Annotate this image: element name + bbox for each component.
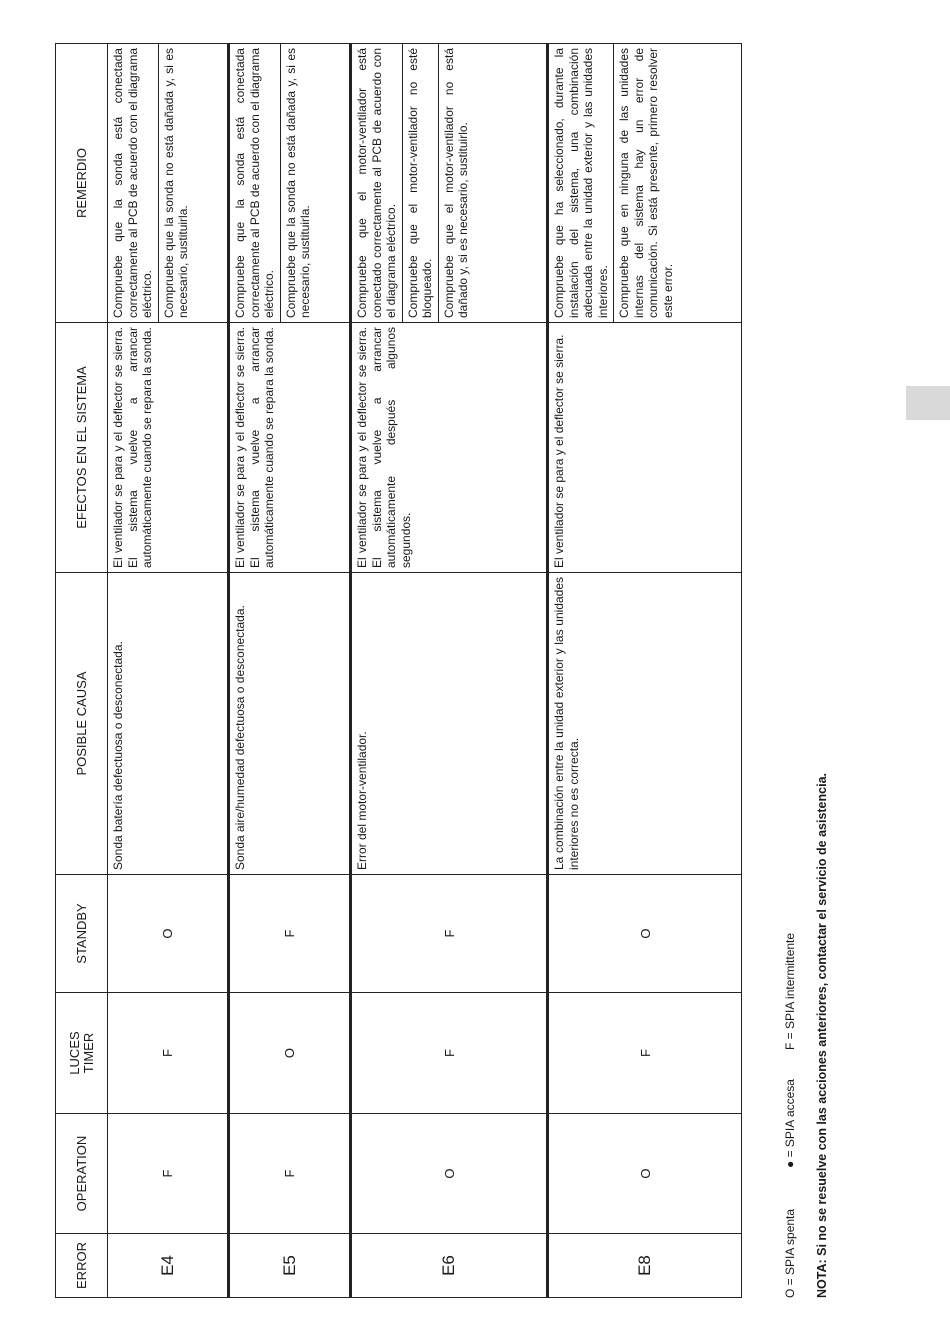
standby-led: F <box>229 875 351 993</box>
header-remedy: REMERDIO <box>56 44 108 323</box>
cause-cell: Error del motor-ventilador. <box>351 573 548 875</box>
table-row <box>351 44 548 1298</box>
header-luces: LUCES <box>66 1031 82 1075</box>
side-tab-marker <box>906 386 950 420</box>
header-effects: EFECTOS EN EL SISTEMA <box>56 323 108 573</box>
remedy-item: Compruebe que el motor-ventilador está conectado correctamente al PCB de acuerdo con el diagrama eléctrico. <box>355 48 398 318</box>
effects-cell: El ventilador se para y el deflector se sierra. El sistema vuelve a arrancar automáticamente cuando se repara la sonda. <box>229 323 351 573</box>
timer-led: O <box>229 993 351 1114</box>
standby-led: F <box>351 875 548 993</box>
error-code: E6 <box>351 1234 548 1298</box>
error-table <box>55 43 742 1298</box>
operation-led: O <box>548 1114 742 1234</box>
legend-off: O = SPIA spenta <box>783 1208 797 1298</box>
effects-cell: El ventilador se para y el deflector se sierra. El sistema vuelve a arrancar automáticamente cuando se repara la sonda. <box>108 323 229 573</box>
remedy-item: Compruebe que el motor-ventilador no esté bloqueado. <box>402 44 438 322</box>
table-header-row <box>56 44 108 1298</box>
header-operation: OPERATION <box>56 1114 108 1234</box>
timer-led: F <box>108 993 229 1114</box>
header-error: ERROR <box>56 1234 108 1298</box>
remedy-cell <box>548 44 742 323</box>
remedy-item: Compruebe que la sonda no está dañada y, si es necesario, sustituirla. <box>158 44 194 322</box>
remedy-cell <box>351 44 548 323</box>
remedy-cell <box>229 44 351 323</box>
standby-led: O <box>548 875 742 993</box>
remedy-item: Compruebe que el motor-ventilador no está dañado y, si es necesario, sustituirlo. <box>438 44 474 322</box>
remedy-cell <box>108 44 229 323</box>
table-row <box>548 44 742 1298</box>
legend-on: ● = SPIA accesa <box>783 1079 797 1168</box>
effects-cell: El ventilador se para y el deflector se sierra. El sistema vuelve a arrancar automáticamente después algunos segundos. <box>351 323 548 573</box>
table-row <box>108 44 229 1298</box>
error-code: E4 <box>108 1234 229 1298</box>
cause-cell: La combinación entre la unidad exterior y las unidades interiores no es correcta. <box>548 573 742 875</box>
error-code: E8 <box>548 1234 742 1298</box>
assistance-note: NOTA: Si no se resuelve con las acciones anteriores, contactar el servicio de asistencia. <box>815 773 829 1298</box>
cause-cell: Sonda aire/humedad defectuosa o desconectada. <box>229 573 351 875</box>
remedy-item: Compruebe que la sonda está conectada correctamente al PCB de acuerdo con el diagrama eléctrico. <box>233 48 276 318</box>
operation-led: F <box>229 1114 351 1234</box>
remedy-item: Compruebe que ha seleccionado, durante la instalación del sistema, una combinación adecuada entre la unidad exterior y las unidades interiores. <box>552 48 610 318</box>
error-code: E5 <box>229 1234 351 1298</box>
legend-blink: F = SPIA intermittente <box>783 932 797 1050</box>
operation-led: O <box>351 1114 548 1234</box>
standby-led: O <box>108 875 229 993</box>
header-standby: STANDBY <box>56 875 108 993</box>
remedy-item: Compruebe que la sonda está conectada correctamente al PCB de acuerdo con el diagrama eléctrico. <box>111 48 154 318</box>
header-timer: TIMER <box>80 1032 96 1074</box>
remedy-item: Compruebe que en ninguna de las unidades internas del sistema hay un error de comunicación. Si está presente, primero resolver este error. <box>613 44 678 322</box>
timer-led: F <box>548 993 742 1114</box>
header-cause: POSIBLE CAUSA <box>56 573 108 875</box>
effects-cell: El ventilador se para y el deflector se sierra. <box>548 323 742 573</box>
timer-led: F <box>351 993 548 1114</box>
cause-cell: Sonda batería defectuosa o desconectada. <box>108 573 229 875</box>
header-luces-timer <box>56 993 108 1114</box>
remedy-item: Compruebe que la sonda no está dañada y, si es necesario, sustituirla. <box>280 44 316 322</box>
led-legend <box>783 933 797 1298</box>
table-row <box>229 44 351 1298</box>
operation-led: F <box>108 1114 229 1234</box>
